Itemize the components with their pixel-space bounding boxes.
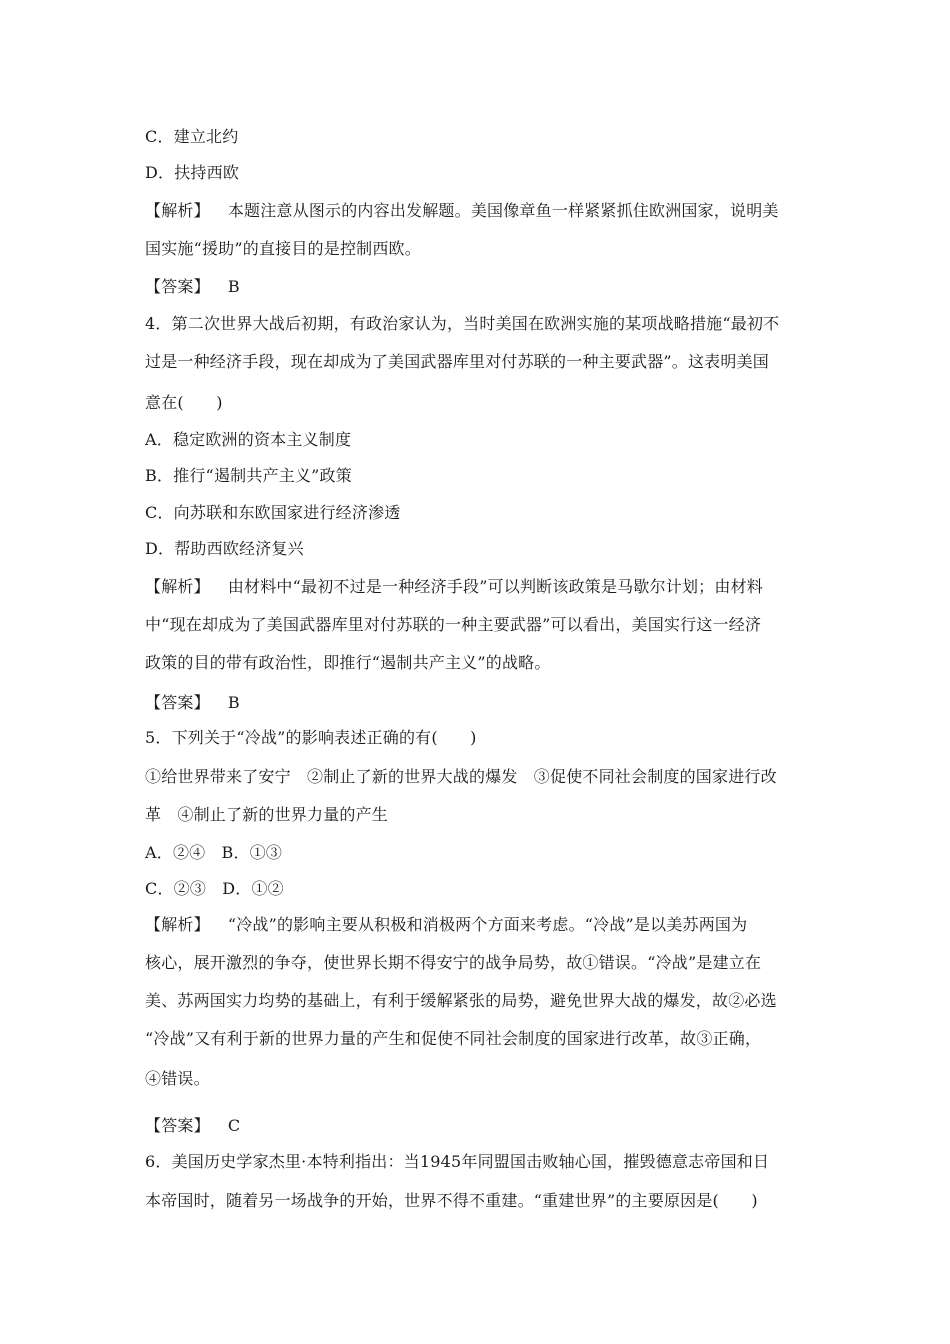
q5-answer [145, 1115, 240, 1137]
analysis-label: 【解析】 [145, 577, 210, 596]
q3-option-d: D．扶持西欧 [145, 163, 240, 182]
q6-stem-line-2: 本帝国时，随着另一场战争的开始，世界不得不重建。“重建世界”的主要原因是( ) [145, 1191, 758, 1210]
q3-analysis-line-2: 国实施“援助”的直接目的是控制西欧。 [145, 239, 421, 258]
answer-value: C [227, 1116, 241, 1135]
q5-items-line-1: ①给世界带来了安宁 ②制止了新的世界大战的爆发 ③促使不同社会制度的国家进行改 [145, 767, 777, 786]
q4-option-d: D．帮助西欧经济复兴 [145, 539, 304, 558]
answer-label: 【答案】 [145, 693, 210, 712]
q3-analysis-line-1 [145, 200, 807, 222]
q5-options-line-1: A．②④ B．①③ [145, 843, 283, 862]
answer-value: B [227, 693, 240, 712]
analysis-text: “冷战”的影响主要从积极和消极两个方面来考虑。“冷战”是以美苏两国为 [227, 915, 748, 934]
analysis-label: 【解析】 [145, 915, 210, 934]
q5-analysis-line-4: “冷战”又有利于新的世界力量的产生和促使不同社会制度的国家进行改革，故③正确， [145, 1029, 762, 1048]
q4-analysis-line-3: 政策的目的带有政治性，即推行“遏制共产主义”的战略。 [145, 653, 551, 672]
q4-option-c: C．向苏联和东欧国家进行经济渗透 [145, 503, 401, 522]
q3-option-c: C．建立北约 [145, 127, 239, 146]
q4-stem-line-3: 意在( ) [145, 393, 223, 412]
q5-analysis-line-3: 美、苏两国实力均势的基础上，有利于缓解紧张的局势，避免世界大战的爆发，故②必选 [145, 991, 777, 1010]
q5-stem: 5．下列关于“冷战”的影响表述正确的有( ) [145, 728, 477, 747]
q4-option-b: B．推行“遏制共产主义”政策 [145, 466, 352, 485]
q4-option-a: A．稳定欧洲的资本主义制度 [145, 430, 352, 449]
q5-options-line-2: C．②③ D．①② [145, 879, 284, 898]
q4-analysis-line-1 [145, 576, 763, 598]
answer-label: 【答案】 [145, 1116, 210, 1135]
q5-items-line-2: 革 ④制止了新的世界力量的产生 [145, 805, 389, 824]
q5-analysis-line-5: ④错误。 [145, 1069, 210, 1088]
q5-analysis-line-2: 核心，展开激烈的争夺，使世界长期不得安宁的战争局势，故①错误。“冷战”是建立在 [145, 953, 762, 972]
answer-value: B [227, 277, 240, 296]
q4-stem-line-1: 4．第二次世界大战后初期，有政治家认为，当时美国在欧洲实施的某项战略措施“最初不 [145, 314, 780, 333]
analysis-text: 由材料中“最初不过是一种经济手段”可以判断该政策是马歇尔计划；由材料 [227, 577, 763, 596]
q4-analysis-line-2: 中“现在却成为了美国武器库里对付苏联的一种主要武器”可以看出，美国实行这一经济 [145, 615, 762, 634]
q3-answer [145, 276, 240, 298]
q4-stem-line-2: 过是一种经济手段，现在却成为了美国武器库里对付苏联的一种主要武器”。这表明美国 [145, 352, 769, 371]
q5-analysis-line-1 [145, 914, 747, 936]
answer-label: 【答案】 [145, 277, 210, 296]
analysis-label: 【解析】 [145, 201, 210, 220]
q4-answer [145, 692, 240, 714]
q6-stem-line-1: 6．美国历史学家杰里·本特利指出：当1945年同盟国击败轴心国，摧毁德意志帝国和日 [145, 1152, 770, 1171]
analysis-text: 本题注意从图示的内容出发解题。美国像章鱼一样紧紧抓住欧洲国家，说明美 [227, 201, 779, 220]
